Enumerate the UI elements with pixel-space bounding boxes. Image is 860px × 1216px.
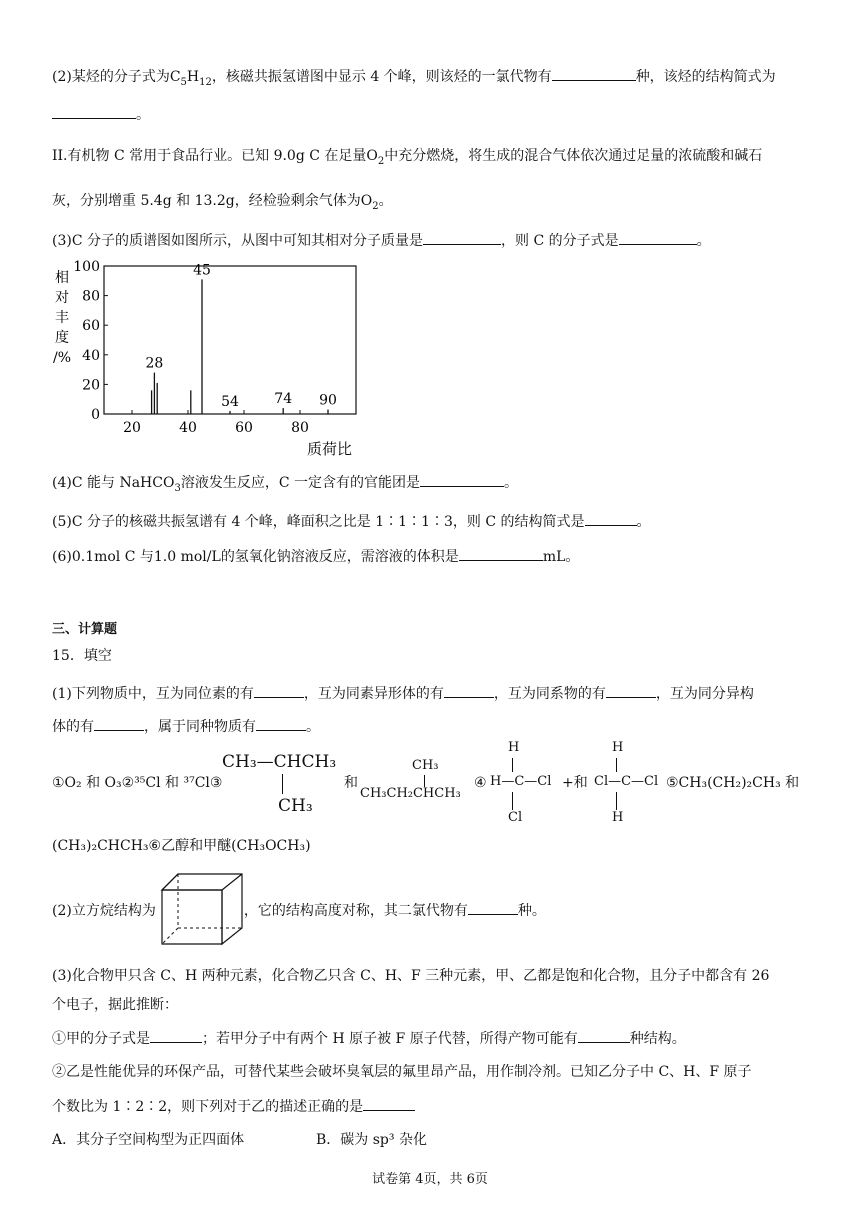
answer-blank[interactable] xyxy=(94,716,144,731)
answer-blank[interactable] xyxy=(423,230,501,245)
y-tick-label: 60 xyxy=(82,318,100,335)
peak-label: 45 xyxy=(193,262,211,279)
answer-blank[interactable] xyxy=(552,66,636,81)
x-tick-label: 20 xyxy=(123,420,141,436)
y-tick-label: 80 xyxy=(82,288,100,305)
q15-3-line-4: ②乙是性能优异的环保产品，可替代某些会破坏臭氧层的氟里昂产品，用作制冷剂。已知乙分子中 C、H、F 原子 xyxy=(52,1064,752,1080)
question-5-line: (5)C 分子的核磁共振氢谱有 4 个峰，峰面积之比是 1∶1∶1∶3，则 C 的结构简式是 。 xyxy=(52,511,651,532)
y-axis-label-char: /% xyxy=(52,350,72,366)
question-3-line: (3)C 分子的质谱图如图所示，从图中可知其相对分子质量是 ，则 C 的分子式是 。 xyxy=(52,230,711,251)
and-text: 和 xyxy=(344,775,358,791)
answer-blank[interactable] xyxy=(150,1028,202,1043)
peak-label: 74 xyxy=(274,391,293,408)
answer-blank[interactable] xyxy=(363,1096,415,1111)
y-tick-label: 0 xyxy=(91,407,100,423)
question-4-line: (4)C 能与 NaHCO$_3$溶液发生反应，C 一定含有的官能团是 。 xyxy=(52,472,518,499)
cubane-cube-diagram xyxy=(158,870,248,948)
answer-blank[interactable] xyxy=(52,104,136,119)
answer-blank[interactable] xyxy=(578,1028,630,1043)
answer-blank[interactable] xyxy=(459,546,543,561)
q15-3-line-5: 个数比为 1∶2∶2，则下列对于乙的描述正确的是 xyxy=(52,1096,415,1117)
y-tick-label: 20 xyxy=(82,377,100,394)
answer-blank[interactable] xyxy=(619,230,697,245)
y-tick-label: 100 xyxy=(73,259,100,275)
question-2-line-2: 。 xyxy=(52,104,150,125)
q15-1-line-1: (1)下列物质中，互为同位素的有 ，互为同素异形体的有 ，互为同系物的有 ，互为同分异构 xyxy=(52,683,754,704)
option-a[interactable]: A．其分子空间构型为正四面体 xyxy=(52,1132,245,1148)
y-axis-label-char: 对 xyxy=(55,290,69,306)
part-ii-line-1: II.有机物 C 常用于食品行业。已知 9.0g C 在足量$O_2$中充分燃烧，将生成的混合气体依次通过足量的浓硫酸和碱石 xyxy=(52,148,763,167)
answer-blank[interactable] xyxy=(420,472,504,487)
peak-label: 90 xyxy=(319,392,337,409)
x-tick-label: 80 xyxy=(291,420,309,436)
y-axis-label-char: 丰 xyxy=(55,310,69,326)
question-6-line: (6)0.1mol C 与1.0 mol/L的氢氧化钠溶液反应，需溶液的体积是 mL。 xyxy=(52,546,579,567)
answer-blank[interactable] xyxy=(468,900,518,915)
x-tick-label: 40 xyxy=(179,420,197,436)
items-line-4: (CH₃)₂CHCH₃⑥乙醇和甲醚(CH₃OCH₃) xyxy=(52,838,311,854)
answer-blank[interactable] xyxy=(254,683,304,698)
page-footer: 试卷第 4页，共 6页 xyxy=(372,1172,488,1187)
question-15-title: 15．填空 xyxy=(52,648,112,664)
x-tick-label: 60 xyxy=(235,420,253,436)
methylbutane-structure: CH₃ CH₃CH₂CHCH₃ xyxy=(360,758,461,801)
y-axis-label-char: 度 xyxy=(55,330,69,346)
peak-label: 54 xyxy=(221,394,239,411)
y-axis-label-char: 相 xyxy=(55,270,69,286)
question-2-line: (2)某烃的分子式为$C_5H_{12}$，核磁共振氢谱图中显示 4 个峰，则该烃的一氯代物有 种，该烃的结构简式为 xyxy=(52,66,776,93)
part-ii-line-2: 灰，分别增重 5.4g 和 13.2g，经检验剩余气体为$O_2$。 xyxy=(52,193,393,212)
q15-3-line-3: ①甲的分子式是 ；若甲分子中有两个 H 原子被 F 原子代替，所得产物可能有 种结构。 xyxy=(52,1028,686,1049)
mass-spectrum-chart xyxy=(48,258,368,458)
section-heading: 三、计算题 xyxy=(52,622,118,637)
answer-blank[interactable] xyxy=(585,511,637,526)
q15-2-line: (2)立方烷结构为 ，它的结构高度对称，其二氯代物有 种。 xyxy=(52,900,546,921)
peak-label: 28 xyxy=(145,355,164,372)
option-b[interactable]: B．碳为 sp³ 杂化 xyxy=(316,1132,427,1148)
item-5-text: ⑤CH₃(CH₂)₂CH₃ 和 xyxy=(666,775,800,791)
answer-blank[interactable] xyxy=(606,683,656,698)
q15-3-line-1: (3)化合物甲只含 C、H 两种元素，化合物乙只含 C、H、F 三种元素，甲、乙都是饱和化合物，且分子中都含有 26 xyxy=(52,968,770,984)
isobutane-structure-1: CH₃—CHCH₃ CH₃ xyxy=(222,752,337,816)
answer-blank[interactable] xyxy=(444,683,494,698)
dichloromethane-structure-1: H H—C—Cl Cl xyxy=(490,740,552,825)
answer-blank[interactable] xyxy=(256,716,306,731)
q15-1-line-2: 体的有 ，属于同种物质有 。 xyxy=(52,716,320,737)
x-axis-label: 质荷比 xyxy=(306,440,352,458)
items-1-3-text: ①O₂ 和 O₃②³⁵Cl 和 ³⁷Cl③ xyxy=(52,775,223,791)
dichloromethane-structure-2: H Cl—C—Cl H xyxy=(594,740,659,825)
q15-3-line-2: 个电子，据此推断： xyxy=(52,997,178,1013)
y-tick-label: 40 xyxy=(82,347,100,364)
item-4-label: ④ xyxy=(474,775,487,791)
item-4-and: +和 xyxy=(562,775,588,791)
